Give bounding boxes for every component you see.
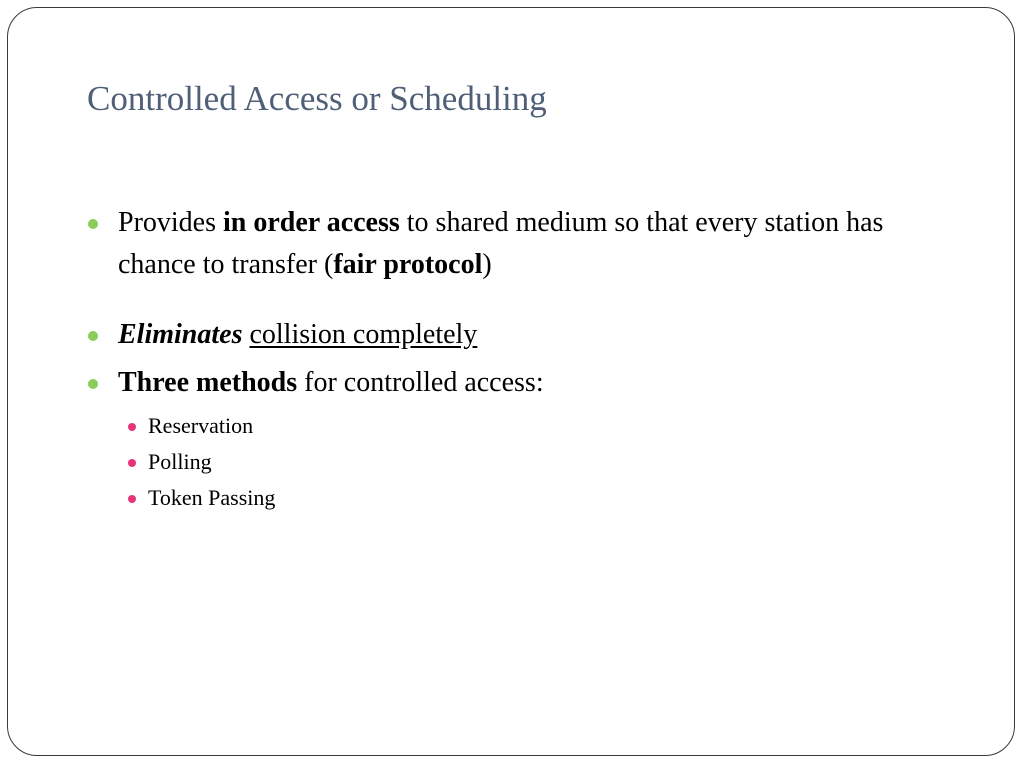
- text-run: ): [482, 249, 492, 280]
- bold-text-in-order-access: in order access: [223, 207, 400, 238]
- bullet-text: [118, 319, 477, 350]
- bullet-item-in-order-access: [88, 202, 928, 286]
- bullet-text: [118, 207, 883, 280]
- underlined-text-collision-completely: collision completely: [249, 319, 478, 350]
- sub-bullet-dot-icon: [128, 423, 136, 431]
- sub-bullet-dot-icon: [128, 459, 136, 467]
- sub-item-text: Token Passing: [148, 485, 276, 510]
- sub-item-token-passing: [118, 480, 928, 516]
- sub-item-text: Polling: [148, 449, 212, 474]
- bullet-dot-icon: [88, 331, 98, 341]
- text-run: Provides: [118, 207, 223, 238]
- sub-bullet-dot-icon: [128, 495, 136, 503]
- bold-text-three-methods: Three methods: [118, 367, 298, 398]
- bullet-dot-icon: [88, 379, 98, 389]
- sub-bullet-list: [118, 408, 928, 516]
- sub-item-polling: [118, 444, 928, 480]
- sub-item-reservation: [118, 408, 928, 444]
- bullet-list: [88, 202, 928, 516]
- text-run: for controlled access:: [297, 367, 544, 398]
- bullet-dot-icon: [88, 219, 98, 229]
- bold-italic-text-eliminates: Eliminates: [118, 319, 243, 350]
- bold-text-fair-protocol: fair protocol: [333, 249, 483, 280]
- bullet-item-eliminates-collision: [88, 314, 928, 356]
- sub-item-text: Reservation: [148, 413, 254, 438]
- bullet-text: [118, 367, 544, 398]
- bullet-item-three-methods: [88, 362, 928, 516]
- slide-title: Controlled Access or Scheduling: [87, 79, 547, 118]
- text-run: to shared medium so that every station has chance to transfer (: [118, 207, 884, 280]
